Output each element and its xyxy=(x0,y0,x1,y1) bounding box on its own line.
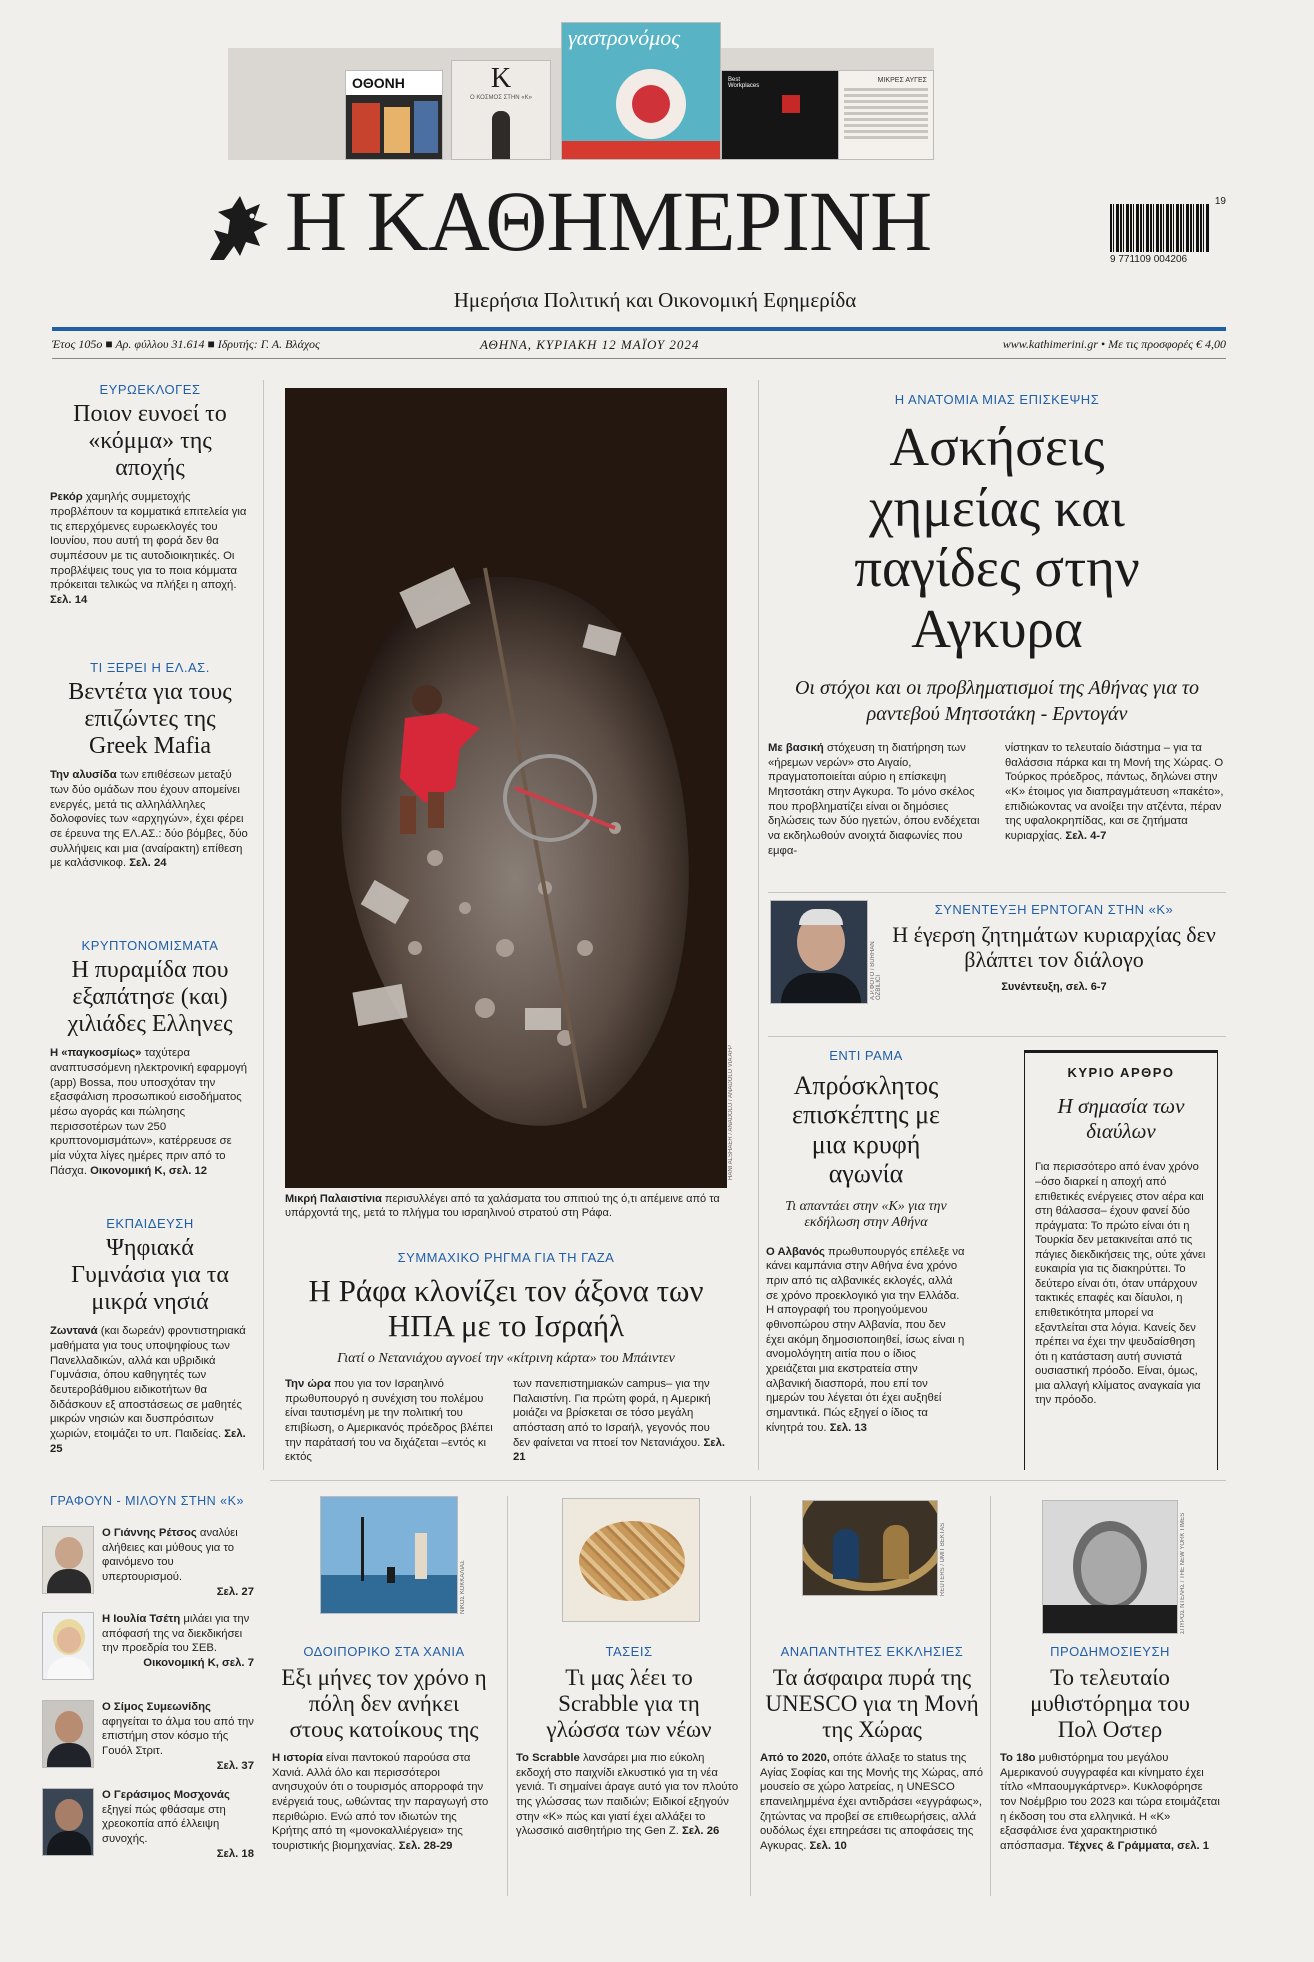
rama-subheadline: Τι απαντάει στην «Κ» για την εκδήλωση στην Αθήνα xyxy=(785,1198,947,1230)
meta-right: www.kathimerini.gr • Με τις προσφορές € 4,00 xyxy=(1002,337,1226,351)
bottom-headline: Τα άσφαιρα πυρά της UNESCO για τη Μονή της Χώρας xyxy=(765,1665,979,1742)
lead-body-2: νίστηκαν το τελευταίο διάστημα – για τα θαλάσσια πάρκα και τη Μονή της Χώρας. Ο Τούρκος πρόεδρος, πάντως, δηλώνει στην «Κ» έτοιμος για διαπραγμάτευση «πακέτο», επιδιώκοντας να ανοίξει την ατζέντα, πέραν της υφαλοκρηπίδας, και σε ζητήματα κυριαρχίας. xyxy=(1005,742,1224,843)
auster-photo[interactable] xyxy=(1042,1500,1178,1634)
rubble-photo xyxy=(285,388,727,1188)
meta-rule xyxy=(52,358,1226,359)
lead-headline: Ασκήσεις χημείας και παγίδες στην Αγκυρα xyxy=(854,416,1140,659)
rama-lead: Ο Αλβανός xyxy=(766,1245,825,1258)
supplement-gastronomos-title: γαστρονόμος xyxy=(568,25,681,50)
supplement-othoni-title: ΟΘΟΝΗ xyxy=(352,75,405,91)
barcode-top: 19 xyxy=(1214,196,1226,207)
grafoun-item-text: αναλύει αλήθειες και μύθους για το φαινόμενο του υπερτουρισμού. xyxy=(102,1527,238,1584)
grafoun-section xyxy=(40,1494,254,1518)
bottom-story-chania[interactable] xyxy=(272,1644,496,1854)
left-story-body: χαμηλής συμμετοχής προβλέπουν τα κομματικά επιτελεία για τις επερχόμενες ευρωεκλογές του Ιουνίου, που αυτή τη φορά δεν θα συμπέσουν με τις αυτοδιοικητικές. Οι προβλέψεις τους για το ποια κόμματα πρόκειται τελικώς να πλήξει η αποχή. xyxy=(50,491,247,592)
bottom-body: είναι παντοκού παρούσα στα Χανιά. Αλλά όλο και περισσότεροι ανησυχούν ότι ο τουρισμός απορροφά την ενέργειά τους, ωθώντας την παραγωγή στο περιθώριο. Ενώ από τον ιδιωτών της Κρήτης από τη «μονοκαλλιέργεια» της τουριστικής βιομηχανίας. xyxy=(272,1751,489,1852)
left-story-ref: Σελ. 14 xyxy=(50,594,88,607)
rama-body: πρωθυπουργός επέλεξε να κάνει καμπάνια στην Αθήνα ένα χρόνο πριν από τις αλβανικές εκλογές, αλλά σε χρόνο προεκλογικό για την Ελλάδα. Η απογραφή του προηγούμενου φθινοπώρου στην Αλβανία, που δεν έχει ακόμη δημοσιοποιηθεί, ίσως είναι η ανομολόγητη αιτία που ο ίδιος χρειάζεται μια εκστρατεία στην αλβανική διασπορά, που επί τον ημερών του λέγεται ότι έχει αυξηθεί σημαντικά. Πώς εξηγεί ο ίδιος τα κίνητρά του. xyxy=(766,1245,965,1434)
left-story-body: των επιθέσεων μεταξύ των δύο ομάδων που έχουν απομείνει ενεργές, μετά τις αλληλάλληλες δολοφονίες των «αρχηγών», έχει φέρει σε έρευνα της ΕΛ.ΑΣ.: δύο βόμβες, δύο συλλήψεις και μια (αναίρακτη) επίθεση με καλάσνικοφ. xyxy=(50,769,248,870)
left-story-euroelections[interactable] xyxy=(50,382,250,608)
bottom-story-chora[interactable] xyxy=(760,1644,984,1854)
erdogan-ref: Συνέντευξη, σελ. 6-7 xyxy=(1001,980,1107,993)
editorial-kicker: ΚΥΡΙΟ ΑΡΘΡΟ xyxy=(1067,1065,1175,1080)
erdogan-photo-credit: Α.Ρ.ΦΟΤΟ / BURHAN OZBILICI xyxy=(870,941,882,1000)
avatar-retsos xyxy=(42,1526,94,1594)
auster-photo-credit: ΣΠΥΡΟΣ ΝΤΕΛΗΣ / THE NEW YORK TIMES xyxy=(1180,1512,1186,1634)
supplement-workplaces-title: Best Workplaces xyxy=(728,77,760,89)
rama-story[interactable] xyxy=(766,1048,966,1435)
erdogan-rule xyxy=(768,892,1226,893)
supplement-k[interactable] xyxy=(451,60,551,160)
grafoun-item[interactable] xyxy=(102,1612,254,1671)
rafah-headline: Η Ράφα κλονίζει τον άξονα των ΗΠΑ με το Ισραήλ xyxy=(308,1273,704,1344)
lead-kicker: Η ΑΝΑΤΟΜΙΑ ΜΙΑΣ ΕΠΙΣΚΕΨΗΣ xyxy=(894,392,1100,407)
bottom-rule-2 xyxy=(750,1496,751,1896)
left-story-body: (και δωρεάν) φροντιστηριακά μαθήματα για τους υποψηφίους των Πανελλαδικών, αλλά και υβριδικά Γυμνάσια, όπου καθηγητές των δευτεροβάθμιου ειδικοτήτων θα διδάσκουν εξ αποστάσεως σε μαθητές μικρών νησιών και δυσπρόσιτων χωριών, ετοιμάζει το υπ. Παιδείας. xyxy=(50,1325,246,1441)
grafoun-item-name: Ο Γιάννης Ρέτσος xyxy=(102,1527,197,1539)
bottom-headline: Τι μας λέει το Scrabble για τη γλώσσα των νέων xyxy=(546,1665,712,1742)
bottom-kicker: ΟΔΟΙΠΟΡΙΚΟ ΣΤΑ ΧΑΝΙΑ xyxy=(303,1644,465,1659)
editorial-body: Για περισσότερο από έναν χρόνο –όσο διαρκεί η αποχή από επιθετικές ενέργειες στον αέρα και στη θάλασσα– έχουν φανεί δύο πράγματα: Το πρώτο είναι ότι η Τουρκία δεν μετακινείται από τις πάγιες διεκδικήσεις της, ούτε χάνει ευκαιρία για τις διακηρύττει. Το δεύτερο είναι ότι, όταν υπάρχουν τακτικές επαφές και δίαυλοι, η επιθετικότητα μπορεί να εξαντλείται στα λόγια. Κανείς δεν πρέπει να έχει την ψευδαίσθηση ότι η κατάσταση αυτή συνιστά ουσιαστική πρόοδο. Είναι, όμως, μια αλλαγή κλίματος αναγκαία για την πρόοδο. xyxy=(1035,1161,1206,1407)
erdogan-headline: Η έγερση ζητημάτων κυριαρχίας δεν βλάπτει τον διάλογο xyxy=(892,922,1216,972)
bottom-kicker: ΠΡΟΔΗΜΟΣΙΕΥΣΗ xyxy=(1050,1644,1170,1659)
erdogan-story[interactable] xyxy=(882,902,1226,993)
supplement-mikres-aftes[interactable] xyxy=(838,70,934,160)
bottom-ref: Τέχνες & Γράμματα, σελ. 1 xyxy=(1064,1839,1210,1852)
left-story-lead: Η «παγκοσμίως» xyxy=(50,1047,142,1060)
rama-headline: Απρόσκλητος επισκέπτης με μια κρυφή αγωνία xyxy=(792,1071,940,1189)
rafah-body-2: των πανεπιστημιακών campus– για την Παλαιστίνη. Για πρώτη φορά, η Αμερική μοιάζει να βρίσκεται σε τόσο μεγάλη απόσταση από το Ισραήλ, γεγονός που δεν φαίνεται να πτοεί τον Νετανιάχου. xyxy=(513,1378,711,1449)
rafah-story[interactable] xyxy=(285,1250,727,1465)
rafah-ref: Σελ. 21 xyxy=(513,1436,726,1464)
rama-rule xyxy=(768,1036,1226,1037)
grafoun-item-name: Η Ιουλία Τσέτη xyxy=(102,1613,181,1625)
avatar-tseti xyxy=(42,1612,94,1680)
lead-ref: Σελ. 4-7 xyxy=(1062,830,1107,843)
chora-photo-credit: REUTERS / UMIT BEKTAS xyxy=(940,1522,946,1596)
bottom-kicker: ΑΝΑΠΑΝΤΗΤΕΣ ΕΚΚΛΗΣΙΕΣ xyxy=(780,1644,964,1659)
lead-body-1: στόχευση τη διατήρηση των «ήρεμων νερών» στο Αιγαίο, πραγματοποιείται αύριο η επίσκεψη Μητσοτάκη στην Αγκυρα. Το μόνο σκέλος που προβληματίζει είναι οι δημόσιες δηλώσεις των δύο ηγετών, όπου ενδέχεται να εκδηλωθούν ανοιχτά διαφωνίες που εμφα- xyxy=(768,742,980,857)
caption-lead: Μικρή Παλαιστίνια xyxy=(285,1193,382,1205)
left-story-headline: Ψηφιακά Γυμνάσια για τα μικρά νησιά xyxy=(71,1235,229,1316)
chania-photo[interactable] xyxy=(320,1496,458,1614)
bottom-body: οπότε άλλαξε το status της Αγίας Σοφίας και της Μονής της Χώρας, από μουσείο σε χώρο λατρείας, η UNESCO επανειλημμένα έχει αντιδράσει «εγγράφως», ζητώντας να προβεί σε επιθεωρήσεις, αλλά ουδόλως έχει επηρεάσει τις αποφάσεις της Αγκυρας. xyxy=(760,1751,984,1852)
grafoun-item-text: αφηγείται το άλμα του από την επιστήμη στον κόσμο τής Γουόλ Στριτ. xyxy=(102,1715,254,1758)
supplement-gastronomos[interactable] xyxy=(561,22,721,160)
grafoun-item-ref: Οικονομική Κ, σελ. 7 xyxy=(143,1657,254,1670)
bottom-rule-1 xyxy=(507,1496,508,1896)
grafoun-item[interactable] xyxy=(102,1700,254,1773)
caption-text: περισυλλέγει από τα χαλάσματα του σπιτιού της ό,τι απέμεινε από τα υπάρχοντά της, μετά το πλήγμα του ισραηλινού στρατού στη Ράφα. xyxy=(285,1193,720,1220)
chania-photo-credit: ΝΙΚΟΣ ΚΟΚΚΑΛΙΑΣ xyxy=(460,1560,466,1614)
main-photo[interactable] xyxy=(285,388,727,1188)
bottom-ref: Σελ. 26 xyxy=(678,1825,720,1838)
grafoun-item-name: Ο Γεράσιμος Μοσχονάς xyxy=(102,1789,230,1801)
left-story-kicker: ΚΡΥΠΤΟΝΟΜΙΣΜΑΤΑ xyxy=(81,938,219,953)
bottom-lead: Η ιστορία xyxy=(272,1751,323,1764)
grafoun-item[interactable] xyxy=(102,1526,254,1599)
supplement-k-letter: K xyxy=(490,63,512,94)
left-story-education[interactable] xyxy=(50,1216,250,1456)
column-rule-mid xyxy=(758,380,759,1470)
bottom-body: μυθιστόρημα του μεγάλου Αμερικανού συγγραφέα και κίνηματο έχει τίτλο «Μπαουμγκάρτνερ». Κυκλοφόρησε τον Νοέμβριο του 2023 και τώρα ετοιμάζεται η έκδοση του στα ελληνικά. Η «Κ» εξασφάλισε ένα χαρακτηριστικό απόσπασμα. xyxy=(1000,1751,1220,1852)
grafoun-item-name: Ο Σίμος Συμεωνίδης xyxy=(102,1701,211,1713)
left-story-greek-mafia[interactable] xyxy=(50,660,250,871)
left-story-lead: Ζωντανά xyxy=(50,1325,98,1338)
rafah-kicker: ΣΥΜΜΑΧΙΚΟ ΡΗΓΜΑ ΓΙΑ ΤΗ ΓΑΖΑ xyxy=(397,1250,615,1265)
bottom-lead: Το Scrabble xyxy=(516,1751,580,1764)
left-story-headline: Ποιον ευνοεί το «κόμμα» της αποχής xyxy=(73,401,227,482)
left-story-lead: Ρεκόρ xyxy=(50,491,83,504)
bottom-lead: Από το 2020, xyxy=(760,1751,830,1764)
lead-body-lead: Με βασική xyxy=(768,742,824,754)
meta-center: ΑΘΗΝΑ, ΚΥΡΙΑΚΗ 12 ΜΑΪΟΥ 2024 xyxy=(480,337,700,352)
bottom-ref: Σελ. 28-29 xyxy=(395,1839,453,1852)
left-story-lead: Την αλυσίδα xyxy=(50,769,117,782)
bottom-story-auster[interactable] xyxy=(1000,1644,1220,1854)
griffin-logo-icon xyxy=(200,190,278,270)
masthead-title: Η ΚΑΘΗΜΕΡΙΝΗ xyxy=(285,173,932,269)
grafoun-item-text: μιλάει για την απόφασή της να διεκδικήσει την προεδρία του ΣΕΒ. xyxy=(102,1613,250,1655)
rama-kicker: ΕΝΤΙ ΡΑΜΑ xyxy=(829,1048,903,1063)
rafah-lead: Την ώρα xyxy=(285,1378,331,1391)
masthead-rule xyxy=(52,327,1226,331)
left-story-headline: Βεντέτα για τους επιζώντες της Greek Mafia xyxy=(68,679,232,760)
supplement-k-title: Ο ΚΟΣΜΟΣ ΣΤΗΝ «Κ» xyxy=(470,95,532,101)
bottom-rule-3 xyxy=(990,1496,991,1896)
bottom-section-rule xyxy=(270,1480,1226,1481)
left-story-kicker: ΕΚΠΑΙΔΕΥΣΗ xyxy=(106,1216,194,1231)
bottom-headline: Εξι μήνες τον χρόνο η πόλη δεν ανήκει στους κατοίκους της xyxy=(281,1665,487,1742)
lead-story[interactable] xyxy=(768,392,1226,858)
bottom-headline: Το τελευταίο μυθιστόρημα του Πολ Οστερ xyxy=(1030,1665,1190,1742)
grafoun-item-ref: Σελ. 18 xyxy=(216,1847,254,1860)
left-story-ref: Σελ. 25 xyxy=(50,1428,246,1455)
left-story-kicker: ΕΥΡΩΕΚΛΟΓΕΣ xyxy=(99,382,201,397)
grafoun-item-ref: Σελ. 37 xyxy=(216,1759,254,1772)
erdogan-photo[interactable] xyxy=(770,900,868,1004)
bottom-lead: Το 18ο xyxy=(1000,1751,1036,1764)
barcode xyxy=(1110,196,1226,266)
supplement-mikres-aftes-title: ΜΙΚΡΕΣ ΑΥΓΕΣ xyxy=(877,77,927,84)
scrabble-photo[interactable] xyxy=(562,1498,700,1622)
left-story-body: ταχύτερα αναπτυσσόμενη ηλεκτρονική εφαρμογή (app) Bossa, που υποσχόταν την εξασφάλιση προσωπικού εισοδήματος μέσω αγοράς και πώλησης περισσοτέρων των 250 κρυπτονομισμάτων», κατέρρευσε σε μία νύχτα λίγες ημέρες πριν από το Πάσχα. xyxy=(50,1047,248,1177)
meta-left: Έτος 105ο ■ Αρ. φύλλου 31.614 ■ Ιδρυτής: Γ. Α. Βλάχος xyxy=(52,337,320,351)
editorial-headline: Η σημασία των διαύλων xyxy=(1057,1094,1185,1144)
left-story-ref: Οικονομική Κ, σελ. 12 xyxy=(86,1164,208,1177)
bottom-story-scrabble[interactable] xyxy=(516,1644,742,1839)
rafah-subheadline: Γιατί ο Νετανιάχου αγνοεί την «κίτρινη κάρτα» του Μπάιντεν xyxy=(337,1351,675,1367)
grafoun-item-ref: Σελ. 27 xyxy=(216,1585,254,1598)
rafah-body-1: που για τον Ισραηλινό πρωθυπουργό η συνέχιση του πολέμου είναι ταυτισμένη με την πολιτική του επιβίωση, ο Αμερικανός πρόεδρος βλέπει την παράτασή του να διχάζεται –εντός κι εκτός xyxy=(285,1378,493,1464)
avatar-symeonidis xyxy=(42,1700,94,1768)
bottom-kicker: ΤΑΣΕΙΣ xyxy=(605,1644,653,1659)
lead-subheadline: Οι στόχοι και οι προβληματισμοί της Αθήνας για το ραντεβού Μητσοτάκη - Ερντογάν xyxy=(794,677,1200,725)
masthead-subtitle: Ημερήσια Πολιτική και Οικονομική Εφημερίδα xyxy=(453,288,857,312)
bottom-ref: Σελ. 10 xyxy=(806,1839,847,1852)
editorial-box[interactable] xyxy=(1024,1050,1218,1470)
left-story-kicker: ΤΙ ΞΕΡΕΙ Η ΕΛ.ΑΣ. xyxy=(90,660,210,675)
grafoun-item[interactable] xyxy=(102,1788,254,1861)
barcode-number: 9 771109 004206 xyxy=(1110,254,1188,265)
left-story-crypto[interactable] xyxy=(50,938,250,1178)
avatar-moschonas xyxy=(42,1788,94,1856)
rama-ref: Σελ. 13 xyxy=(826,1421,867,1434)
bottom-body: λανσάρει μια πιο εύκολη εκδοχή στο παιχνίδι ελκυστικό για τη νέα γενιά. Τι σημαίνει άραγε αυτό για τον πλούτο της γλώσσας των παιδιών; Ειδικοί εξηγούν στην «Κ» πώς και γιατί έχει αλλάξει το γλωσσικό αισθητήριο της Gen Z. xyxy=(516,1751,739,1838)
left-story-ref: Σελ. 24 xyxy=(126,857,167,870)
main-photo-credit: HANI ALSHAER / ANADOLU / ANADOLU VIA AFP xyxy=(728,1044,734,1180)
erdogan-kicker: ΣΥΝΕΝΤΕΥΞΗ ΕΡΝΤΟΓΑΝ ΣΤΗΝ «Κ» xyxy=(934,902,1174,917)
column-rule-left xyxy=(263,380,264,1470)
left-story-headline: Η πυραμίδα που εξαπάτησε (και) χιλιάδες Ελληνες xyxy=(67,957,233,1038)
grafoun-kicker: ΓΡΑΦΟΥΝ - ΜΙΛΟΥΝ ΣΤΗΝ «Κ» xyxy=(50,1494,244,1508)
grafoun-item-text: εξηγεί πώς φθάσαμε στη χρεοκοπία από έλλειψη συνοχής. xyxy=(102,1803,226,1846)
main-photo-caption xyxy=(285,1192,727,1221)
chora-photo[interactable] xyxy=(802,1500,938,1596)
supplement-othoni[interactable] xyxy=(345,70,443,160)
supplement-workplaces[interactable] xyxy=(721,70,841,160)
